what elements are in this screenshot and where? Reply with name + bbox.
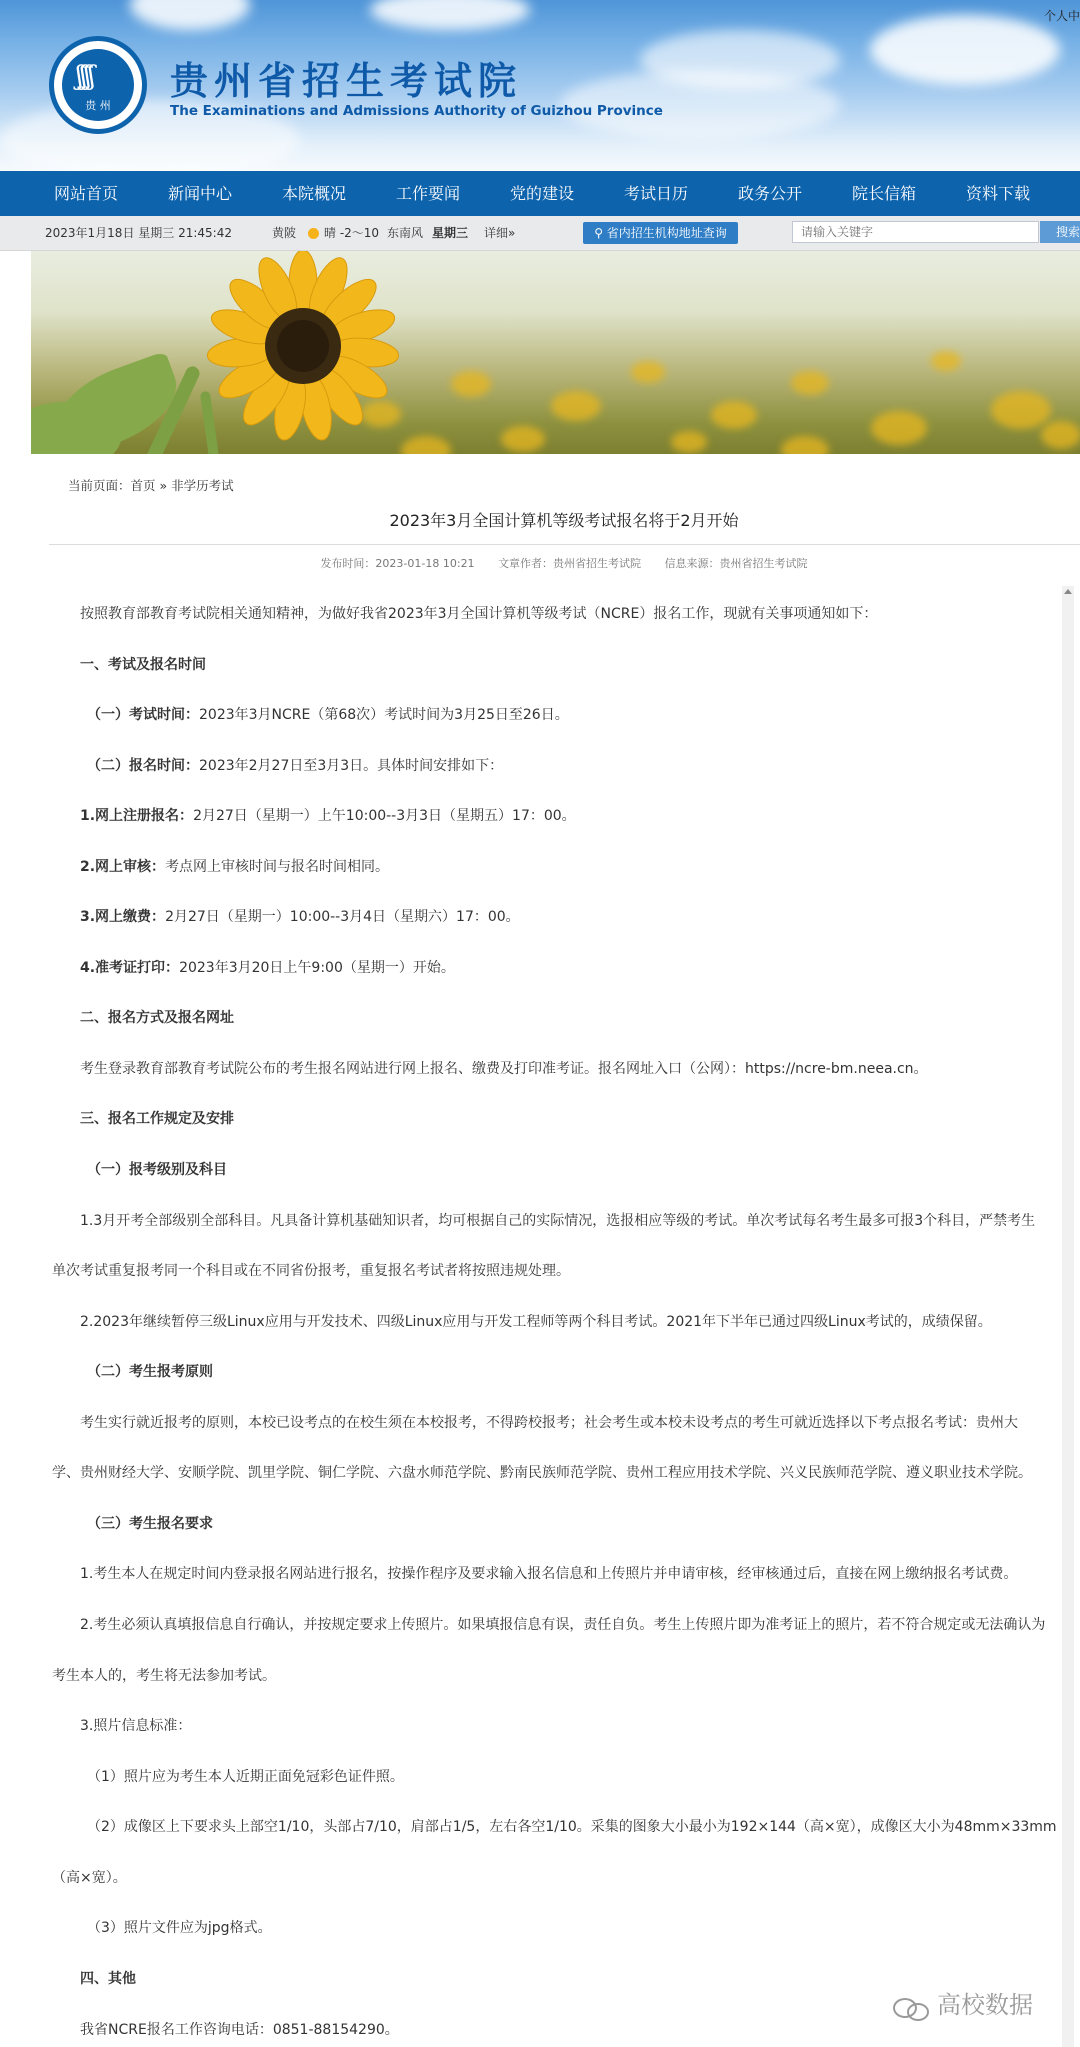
scroll-up-icon[interactable]	[1064, 589, 1072, 594]
weather-detail-link[interactable]: 详细»	[484, 226, 516, 240]
section-heading: 一、考试及报名时间	[80, 657, 206, 673]
site-title-en: The Examinations and Admissions Authority of Guizhou Province	[170, 103, 663, 119]
info-bar	[0, 216, 1080, 251]
nav-news[interactable]: 新闻中心	[168, 184, 233, 203]
watermark	[893, 1985, 1033, 2020]
datetime: 2023年1月18日 星期三 21:45:42	[45, 226, 232, 240]
paragraph-text: 2023年3月NCRE（第68次）考试时间为3月25日至26日。	[199, 707, 569, 723]
paragraph: 按照教育部教育考试院相关通知精神，为做好我省2023年3月全国计算机等级考试（NCRE）报名工作，现就有关事项通知如下：	[80, 606, 878, 622]
paragraph-text: 2023年3月20日上午9:00（星期一）开始。	[179, 960, 455, 976]
nav-party[interactable]: 党的建设	[510, 184, 575, 203]
article-meta	[0, 555, 1080, 571]
paragraph: 1.考生本人在规定时间内登录报名网站进行报名，按操作程序及要求输入报名信息和上传照片并申请审核，经审核通过后，直接在网上缴纳报名考试费。	[80, 1566, 1018, 1582]
institution-query-label: 省内招生机构地址查询	[606, 226, 727, 240]
nav-about[interactable]: 本院概况	[282, 184, 347, 203]
section-heading: 二、报名方式及报名网址	[80, 1010, 234, 1026]
paragraph: （1）照片应为考生本人近期正面免冠彩色证件照。	[87, 1769, 404, 1785]
site-title-cn: 贵州省招生考试院	[170, 58, 523, 103]
paragraph: （3）照片文件应为jpg格式。	[87, 1920, 272, 1936]
sunflower-icon	[201, 251, 401, 451]
nav-work-news[interactable]: 工作要闻	[396, 184, 461, 203]
paragraph	[80, 906, 520, 926]
paragraph	[80, 957, 455, 977]
article-author: 文章作者：贵州省招生考试院	[498, 557, 642, 570]
paragraph: 3.照片信息标准：	[80, 1718, 192, 1734]
watermark-text: 高校数据	[937, 1991, 1033, 2019]
subsection-heading: （二）考生报考原则	[87, 1364, 213, 1380]
paragraph-label: （一）考试时间：	[87, 707, 199, 723]
main-nav	[0, 171, 1080, 216]
site-header	[0, 0, 1080, 171]
paragraph	[87, 755, 503, 775]
paragraph-text: 2023年2月27日至3月3日。具体时间安排如下：	[199, 758, 504, 774]
paragraph-text: 2月27日（星期一）上午10:00--3月3日（星期五）17：00。	[193, 808, 576, 824]
paragraph-continued: （高×宽）。	[52, 1870, 127, 1886]
paragraph-label: 2.网上审核：	[80, 859, 166, 875]
sun-icon	[308, 228, 319, 239]
nav-downloads[interactable]: 资料下载	[966, 184, 1031, 203]
nav-gov-affairs[interactable]: 政务公开	[738, 184, 803, 203]
publish-time: 发布时间：2023-01-18 10:21	[320, 557, 475, 570]
site-logo[interactable]	[49, 36, 147, 134]
paragraph: 考生登录教育部教育考试院公布的考生报名网站进行网上报名、缴费及打印准考证。报名网址入口（公网）：https://ncre-bm.neea.cn。	[80, 1061, 928, 1077]
search-button[interactable]: 搜索	[1040, 221, 1080, 243]
weather-city: 黄陂	[272, 226, 297, 240]
section-heading: 四、其他	[80, 1971, 136, 1987]
location-pin-icon: ⚲	[594, 226, 607, 240]
paragraph-label: 1.网上注册报名：	[80, 808, 194, 824]
article-source: 信息来源：贵州省招生考试院	[664, 557, 808, 570]
paragraph: 考生实行就近报考的原则，本校已设考点的在校生须在本校报考，不得跨校报考；社会考生或本校未设考点的考生可就近选择以下考点报名考试：贵州大	[80, 1415, 1018, 1431]
paragraph-continued: 单次考试重复报考同一个科目或在不同省份报考，重复报名考试者将按照违规处理。	[52, 1263, 570, 1279]
paragraph-text: 2月27日（星期一）10:00--3月4日（星期六）17：00。	[165, 909, 520, 925]
weather-weekday: 星期三	[432, 226, 469, 240]
paragraph: 2.2023年继续暂停三级Linux应用与开发技术、四级Linux应用与开发工程师等两个科目考试。2021年下半年已通过四级Linux考试的，成绩保留。	[80, 1314, 992, 1330]
subsection-heading: （三）考生报名要求	[87, 1516, 213, 1532]
nav-exam-calendar[interactable]: 考试日历	[624, 184, 689, 203]
paragraph-label: （二）报名时间：	[87, 758, 199, 774]
paragraph: 1.3月开考全部级别全部科目。凡具备计算机基础知识者，均可根据自己的实际情况，选报相应等级的考试。单次考试每名考生最多可报3个科目，严禁考生	[80, 1213, 1036, 1229]
title-divider	[49, 544, 1080, 545]
paragraph-continued: 考生本人的，考生将无法参加考试。	[52, 1668, 276, 1684]
paragraph	[80, 805, 576, 825]
banner-image	[31, 251, 1080, 454]
paragraph-label: 3.网上缴费：	[80, 909, 166, 925]
logo-text: 贵 州	[85, 99, 111, 112]
subsection-heading: （一）报考级别及科目	[87, 1162, 227, 1178]
wechat-icon	[893, 1994, 931, 2018]
personal-center-link[interactable]: 个人中	[1043, 9, 1080, 23]
institution-query-button[interactable]	[583, 222, 738, 244]
paragraph	[87, 704, 569, 724]
paragraph: 我省NCRE报名工作咨询电话：0851-88154290。	[80, 2022, 399, 2038]
breadcrumb[interactable]: 当前页面：首页 » 非学历考试	[68, 478, 234, 493]
nav-home[interactable]: 网站首页	[54, 184, 119, 203]
paragraph: 2.考生必须认真填报信息自行确认，并按规定要求上传照片。如果填报信息有误，责任自负。考生上传照片即为准考证上的照片，若不符合规定或无法确认为	[80, 1617, 1046, 1633]
weather-wind: 东南风	[387, 226, 424, 240]
search-input[interactable]	[792, 221, 1039, 243]
logo-marks-icon: ʃʃʃʃ	[76, 61, 93, 91]
article-scrollbar[interactable]	[1062, 586, 1074, 2047]
paragraph	[80, 856, 389, 876]
paragraph-label: 4.准考证打印：	[80, 960, 180, 976]
paragraph-text: 考点网上审核时间与报名时间相同。	[165, 859, 390, 875]
article-title: 2023年3月全国计算机等级考试报名将于2月开始	[389, 511, 739, 530]
logo-emblem	[62, 49, 134, 121]
weather-temp: 晴 -2～10	[324, 226, 380, 240]
nav-mailbox[interactable]: 院长信箱	[852, 184, 917, 203]
section-heading: 三、报名工作规定及安排	[80, 1111, 234, 1127]
paragraph: （2）成像区上下要求头上部空1/10，头部占7/10，肩部占1/5，左右各空1/10。采集的图象大小最小为192×144（高×宽），成像区大小为48mm×33mm	[87, 1819, 1057, 1835]
paragraph-continued: 学、贵州财经大学、安顺学院、凯里学院、铜仁学院、六盘水师范学院、黔南民族师范学院、贵州工程应用技术学院、兴义民族师范学院、遵义职业技术学院。	[52, 1465, 1032, 1481]
